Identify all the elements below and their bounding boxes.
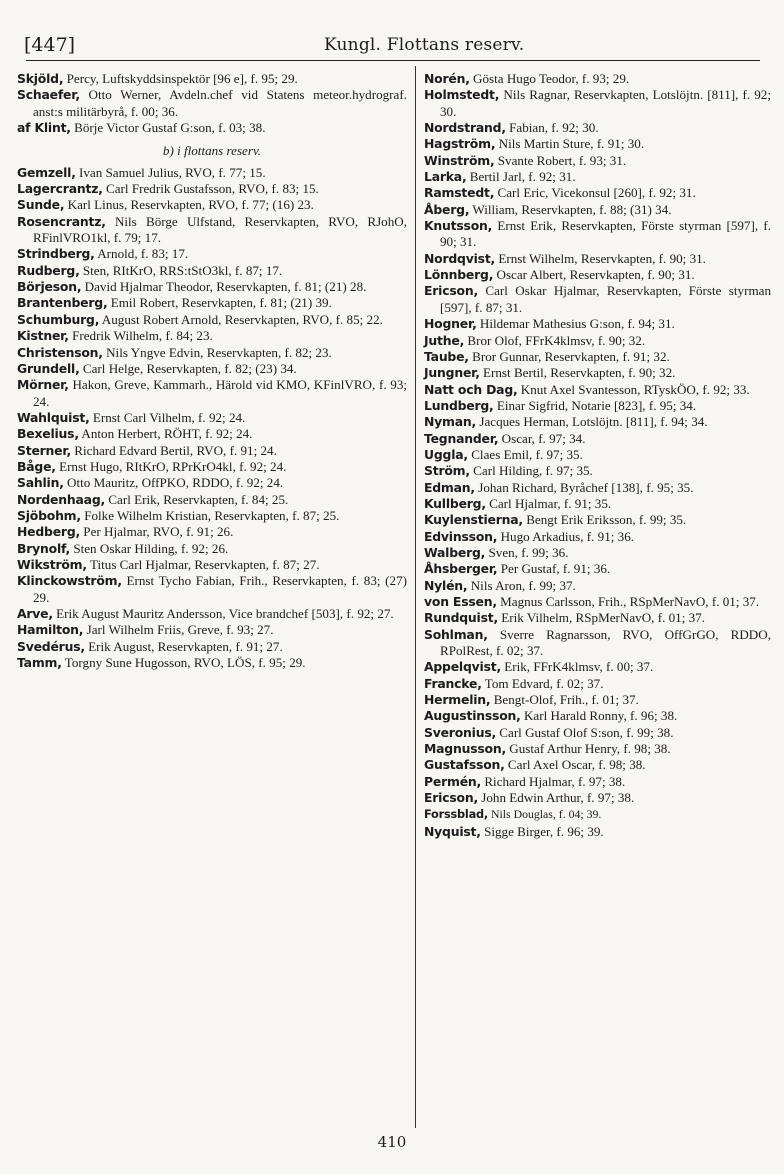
register-entry bbox=[17, 622, 407, 638]
entry-details: Karl Harald Ronny, f. 96; 38. bbox=[523, 708, 678, 724]
entry-surname: Sjöbohm, bbox=[17, 507, 81, 523]
register-entry bbox=[424, 463, 771, 479]
register-entry bbox=[17, 345, 407, 361]
entry-surname: Magnusson, bbox=[424, 741, 506, 757]
entry-details: William, Reservkapten, f. 88; (31) 34. bbox=[472, 201, 672, 217]
register-entry bbox=[424, 529, 771, 545]
entry-details: Oscar, f. 97; 34. bbox=[501, 430, 586, 446]
entry-surname: Nylén, bbox=[424, 577, 468, 593]
entry-surname: Skjöld, bbox=[17, 71, 64, 86]
register-entry bbox=[17, 606, 407, 622]
entry-surname: Christenson, bbox=[17, 344, 103, 360]
register-entry bbox=[424, 561, 771, 577]
entry-details: Ernst Wilhelm, Reservkapten, f. 90; 31. bbox=[498, 250, 706, 266]
register-entry bbox=[424, 610, 771, 626]
register-entry bbox=[424, 333, 771, 349]
register-entry bbox=[17, 328, 407, 344]
register-entry bbox=[424, 251, 771, 267]
register-entry bbox=[424, 676, 771, 692]
register-entry bbox=[17, 279, 407, 295]
register-entry bbox=[424, 774, 771, 790]
entry-details: Nils Aron, f. 99; 37. bbox=[470, 577, 576, 593]
entry-details: Erik Vilhelm, RSpMerNavO, f. 01; 37. bbox=[501, 610, 706, 626]
entry-surname: Grundell, bbox=[17, 360, 80, 376]
running-title: Kungl. Flottans reserv. bbox=[324, 35, 525, 55]
entry-surname: Hermelin, bbox=[424, 692, 491, 708]
entry-surname: Sohlman, bbox=[424, 626, 488, 642]
register-entry bbox=[424, 790, 771, 806]
register-entry bbox=[424, 153, 771, 169]
entry-details: Magnus Carlsson, Frih., RSpMerNavO, f. 01; 37. bbox=[500, 594, 760, 609]
register-entry bbox=[424, 757, 771, 773]
register-entry bbox=[17, 263, 407, 279]
register-entry bbox=[17, 541, 407, 557]
entry-surname: Ström, bbox=[424, 463, 470, 479]
register-entry bbox=[17, 639, 407, 655]
entry-details: Bengt Erik Eriksson, f. 99; 35. bbox=[526, 512, 687, 528]
entry-surname: Hamilton, bbox=[17, 622, 84, 638]
entry-surname: Wahlquist, bbox=[17, 409, 90, 425]
entry-surname: Åhsberger, bbox=[424, 561, 498, 577]
register-entry bbox=[424, 398, 771, 414]
register-entry bbox=[17, 295, 407, 311]
register-entry bbox=[424, 87, 771, 120]
entry-details: Nils Börge Ulfstand, Reservkapten, RVO, RJohO, RFinlVRO1kl, f. 79; 17. bbox=[33, 213, 407, 246]
left-column bbox=[17, 71, 407, 671]
register-entry bbox=[424, 692, 771, 708]
entry-details: Svante Robert, f. 93; 31. bbox=[497, 152, 627, 168]
register-entry bbox=[424, 218, 771, 251]
register-entry bbox=[17, 655, 407, 671]
entry-details: Ernst Carl Vilhelm, f. 92; 24. bbox=[92, 409, 246, 425]
register-entry bbox=[17, 71, 407, 87]
entry-details: Fredrik Wilhelm, f. 84; 23. bbox=[72, 328, 213, 344]
entry-surname: Kuylenstierna, bbox=[424, 512, 523, 528]
register-entry bbox=[424, 824, 771, 840]
entry-surname: Mörner, bbox=[17, 377, 69, 393]
entry-surname: Ericson, bbox=[424, 790, 478, 806]
entry-details: Carl Hilding, f. 97; 35. bbox=[473, 463, 593, 479]
entry-surname: Nordqvist, bbox=[424, 250, 496, 266]
entry-details: Fabian, f. 92; 30. bbox=[509, 120, 599, 136]
entry-surname: Sveronius, bbox=[424, 724, 496, 740]
entry-surname: Schaefer, bbox=[17, 87, 80, 103]
entry-surname: Forssblad, bbox=[424, 808, 488, 822]
entry-surname: Börjeson, bbox=[17, 279, 82, 295]
register-entry bbox=[424, 414, 771, 430]
right-column bbox=[424, 71, 771, 840]
entry-surname: Lönnberg, bbox=[424, 267, 494, 283]
register-entry bbox=[424, 545, 771, 561]
register-entry bbox=[17, 120, 407, 136]
entry-list-right bbox=[424, 71, 771, 840]
entry-surname: Arve, bbox=[17, 606, 53, 621]
entry-details: Nils Yngve Edvin, Reservkapten, f. 82; 23. bbox=[106, 344, 332, 360]
entry-surname: Augustinsson, bbox=[424, 708, 521, 724]
entry-surname: Strindberg, bbox=[17, 246, 95, 262]
entry-details: Otto Mauritz, OffPKO, RDDO, f. 92; 24. bbox=[67, 475, 284, 491]
entry-details: Otto Werner, Avdeln.chef vid Statens meteor.hydrograf. anst:s militärbyrå, f. 00; 36. bbox=[33, 87, 407, 119]
entry-list-b bbox=[17, 165, 407, 672]
entry-surname: Hogner, bbox=[424, 316, 477, 332]
register-entry bbox=[17, 557, 407, 573]
entry-surname: Ericson, bbox=[424, 283, 478, 299]
entry-surname: Nordstrand, bbox=[424, 120, 506, 136]
entry-details: Gustaf Arthur Henry, f. 98; 38. bbox=[509, 741, 671, 757]
register-entry bbox=[424, 594, 771, 610]
entry-details: Ernst Bertil, Reservkapten, f. 90; 32. bbox=[483, 365, 676, 381]
entry-details: Bertil Jarl, f. 92; 31. bbox=[469, 169, 576, 185]
register-entry bbox=[17, 361, 407, 377]
register-entry bbox=[424, 136, 771, 152]
register-entry bbox=[424, 741, 771, 757]
entry-details: Nils Douglas, f. 04; 39. bbox=[490, 807, 602, 822]
register-entry bbox=[424, 283, 771, 316]
register-entry bbox=[424, 806, 771, 823]
register-entry bbox=[424, 120, 771, 136]
entry-surname: Nyman, bbox=[424, 414, 477, 430]
register-entry bbox=[17, 181, 407, 197]
entry-surname: Kullberg, bbox=[424, 495, 486, 511]
entry-surname: Edman, bbox=[424, 479, 475, 495]
entry-surname: Brynolf, bbox=[17, 540, 71, 556]
entry-details: Erik August Mauritz Andersson, Vice brandchef [503], f. 92; 27. bbox=[56, 606, 394, 621]
entry-surname: Rudberg, bbox=[17, 262, 80, 278]
entry-surname: Larka, bbox=[424, 169, 467, 185]
entry-details: Carl Axel Oscar, f. 98; 38. bbox=[507, 757, 646, 773]
page-reference: [447] bbox=[24, 34, 76, 56]
entry-details: Hildemar Mathesius G:son, f. 94; 31. bbox=[479, 316, 675, 332]
entry-surname: Rundquist, bbox=[424, 610, 498, 626]
entry-surname: Hedberg, bbox=[17, 524, 81, 540]
register-entry bbox=[424, 708, 771, 724]
register-entry bbox=[424, 267, 771, 283]
entry-surname: Lagercrantz, bbox=[17, 181, 103, 197]
entry-details: Per Gustaf, f. 91; 36. bbox=[500, 561, 611, 577]
entry-details: Sigge Birger, f. 96; 39. bbox=[484, 823, 604, 839]
entry-details: Carl Eric, Vicekonsul [260], f. 92; 31. bbox=[497, 185, 696, 201]
entry-surname: Tamm, bbox=[17, 655, 62, 671]
register-entry bbox=[424, 349, 771, 365]
register-entry bbox=[17, 573, 407, 606]
entry-details: Oscar Albert, Reservkapten, f. 90; 31. bbox=[496, 267, 695, 283]
register-entry bbox=[424, 71, 771, 87]
register-entry bbox=[424, 512, 771, 528]
entry-surname: Walberg, bbox=[424, 544, 486, 560]
register-entry bbox=[424, 431, 771, 447]
register-entry bbox=[424, 578, 771, 594]
entry-details: Richard Edvard Bertil, RVO, f. 91; 24. bbox=[74, 442, 277, 458]
entry-surname: Klinckowström, bbox=[17, 573, 122, 589]
entry-surname: Jungner, bbox=[424, 365, 480, 381]
entry-surname: Sunde, bbox=[17, 197, 65, 213]
register-entry bbox=[17, 410, 407, 426]
entry-surname: Hagström, bbox=[424, 136, 496, 152]
entry-surname: Francke, bbox=[424, 675, 482, 691]
column-divider bbox=[415, 66, 416, 1128]
register-entry bbox=[17, 443, 407, 459]
entry-surname: Brantenberg, bbox=[17, 295, 108, 311]
register-entry bbox=[17, 524, 407, 540]
entry-surname: Appelqvist, bbox=[424, 659, 501, 675]
entry-details: David Hjalmar Theodor, Reservkapten, f. 81; (21) 28. bbox=[84, 279, 367, 295]
entry-details: Erik, FFrK4klmsv, f. 00; 37. bbox=[504, 659, 654, 675]
entry-surname: Rosencrantz, bbox=[17, 213, 106, 229]
register-entry bbox=[424, 447, 771, 463]
entry-surname: Båge, bbox=[17, 458, 56, 474]
entry-details: Claes Emil, f. 97; 35. bbox=[471, 446, 583, 462]
entry-surname: Kistner, bbox=[17, 328, 69, 344]
entry-surname: Wikström, bbox=[17, 556, 87, 572]
register-entry bbox=[424, 169, 771, 185]
entry-details: Ernst Hugo, RItKrO, RPrKrO4kl, f. 92; 24. bbox=[59, 458, 287, 474]
entry-details: Ernst Tycho Fabian, Frih., Reservkapten, f. 83; (27) 29. bbox=[33, 573, 407, 605]
register-entry bbox=[424, 627, 771, 660]
register-entry bbox=[17, 312, 407, 328]
entry-surname: Sahlin, bbox=[17, 475, 64, 491]
entry-details: Arnold, f. 83; 17. bbox=[97, 246, 189, 262]
entry-surname: Juthe, bbox=[424, 332, 465, 348]
register-entry bbox=[424, 480, 771, 496]
entry-surname: Gustafsson, bbox=[424, 757, 505, 773]
entry-details: Hugo Arkadius, f. 91; 36. bbox=[500, 528, 635, 544]
entry-surname: Uggla, bbox=[424, 446, 468, 462]
entry-details: Jarl Wilhelm Friis, Greve, f. 93; 27. bbox=[86, 622, 274, 638]
entry-surname: von Essen, bbox=[424, 594, 497, 609]
entry-details: Erik August, Reservkapten, f. 91; 27. bbox=[88, 638, 283, 654]
register-entry bbox=[17, 197, 407, 213]
entry-surname: Nordenhaag, bbox=[17, 491, 106, 507]
register-entry bbox=[17, 214, 407, 247]
page-header bbox=[24, 34, 760, 60]
register-entry bbox=[424, 316, 771, 332]
entry-details: Einar Sigfrid, Notarie [823], f. 95; 34. bbox=[496, 397, 697, 413]
entry-details: Ernst Erik, Reservkapten, Förste styrman [597], f. 90; 31. bbox=[440, 218, 771, 250]
entry-surname: af Klint, bbox=[17, 120, 71, 136]
entry-details: Titus Carl Hjalmar, Reservkapten, f. 87; 27. bbox=[89, 556, 320, 572]
entry-surname: Sterner, bbox=[17, 442, 71, 458]
entry-details: Carl Fredrik Gustafsson, RVO, f. 83; 15. bbox=[106, 181, 319, 197]
entry-list-a bbox=[17, 71, 407, 136]
entry-details: Sverre Ragnarsson, RVO, OffGrGO, RDDO, RPolRest, f. 02; 37. bbox=[440, 626, 771, 659]
entry-details: Carl Oskar Hjalmar, Reservkapten, Förste styrman [597], f. 87; 31. bbox=[440, 283, 771, 315]
entry-surname: Bexelius, bbox=[17, 426, 79, 442]
entry-surname: Gemzell, bbox=[17, 164, 76, 180]
register-entry bbox=[17, 246, 407, 262]
register-entry bbox=[424, 382, 771, 398]
entry-details: Richard Hjalmar, f. 97; 38. bbox=[484, 773, 626, 789]
entry-surname: Svedérus, bbox=[17, 638, 85, 654]
entry-surname: Winström, bbox=[424, 152, 495, 168]
register-entry bbox=[17, 377, 407, 410]
entry-details: Börje Victor Gustaf G:son, f. 03; 38. bbox=[74, 120, 266, 136]
entry-details: Sven, f. 99; 36. bbox=[488, 544, 569, 560]
entry-details: Sten Oskar Hilding, f. 92; 26. bbox=[73, 540, 229, 556]
entry-surname: Holmstedt, bbox=[424, 87, 500, 103]
entry-details: Sten, RItKrO, RRS:tStO3kl, f. 87; 17. bbox=[82, 262, 283, 278]
entry-details: Jacques Herman, Lotslöjtn. [811], f. 94; 34. bbox=[479, 414, 708, 430]
entry-details: Knut Axel Svantesson, RTyskÖO, f. 92; 33. bbox=[520, 381, 750, 397]
header-rule bbox=[26, 60, 760, 61]
entry-details: Carl Gustaf Olof S:son, f. 99; 38. bbox=[499, 724, 674, 740]
entry-surname: Taube, bbox=[424, 348, 469, 364]
entry-details: Bengt-Olof, Frih., f. 01; 37. bbox=[493, 692, 639, 708]
register-entry bbox=[424, 185, 771, 201]
entry-details: Carl Hjalmar, f. 91; 35. bbox=[489, 495, 612, 511]
entry-details: Emil Robert, Reservkapten, f. 81; (21) 39. bbox=[110, 295, 332, 311]
entry-details: Ivan Samuel Julius, RVO, f. 77; 15. bbox=[78, 164, 266, 180]
entry-details: Carl Helge, Reservkapten, f. 82; (23) 34. bbox=[82, 360, 297, 376]
entry-details: Per Hjalmar, RVO, f. 91; 26. bbox=[83, 524, 234, 540]
entry-surname: Permén, bbox=[424, 773, 482, 789]
entry-surname: Natt och Dag, bbox=[424, 381, 518, 397]
entry-details: Percy, Luftskyddsinspektör [96 e], f. 95; 29. bbox=[66, 71, 298, 86]
register-entry bbox=[424, 496, 771, 512]
entry-details: Nils Martin Sture, f. 91; 30. bbox=[498, 136, 645, 152]
register-entry bbox=[17, 87, 407, 120]
entry-surname: Tegnander, bbox=[424, 430, 499, 446]
entry-details: John Edwin Arthur, f. 97; 38. bbox=[481, 790, 635, 806]
entry-details: Hakon, Greve, Kammarh., Härold vid KMO, KFinlVRO, f. 93; 24. bbox=[33, 377, 407, 409]
entry-details: Nils Ragnar, Reservkapten, Lotslöjtn. [811], f. 92; 30. bbox=[440, 87, 771, 119]
section-subheading: b) i flottans reserv. bbox=[162, 143, 262, 159]
entry-details: Torgny Sune Hugosson, RVO, LÖS, f. 95; 29. bbox=[64, 655, 306, 671]
entry-details: Gösta Hugo Teodor, f. 93; 29. bbox=[473, 71, 630, 86]
register-entry bbox=[17, 492, 407, 508]
entry-surname: Schumburg, bbox=[17, 311, 100, 327]
register-entry bbox=[17, 508, 407, 524]
entry-details: Carl Erik, Reservkapten, f. 84; 25. bbox=[108, 491, 289, 507]
entry-surname: Edvinsson, bbox=[424, 528, 498, 544]
register-entry bbox=[17, 475, 407, 491]
register-entry bbox=[17, 459, 407, 475]
entry-details: Tom Edvard, f. 02; 37. bbox=[484, 675, 604, 691]
entry-surname: Åberg, bbox=[424, 201, 470, 217]
entry-surname: Norén, bbox=[424, 71, 470, 86]
entry-surname: Knutsson, bbox=[424, 218, 493, 234]
entry-details: Karl Linus, Reservkapten, RVO, f. 77; (16) 23. bbox=[67, 197, 314, 213]
entry-details: August Robert Arnold, Reservkapten, RVO, f. 85; 22. bbox=[101, 311, 383, 327]
entry-surname: Ramstedt, bbox=[424, 185, 495, 201]
entry-details: Johan Richard, Byråchef [138], f. 95; 35. bbox=[478, 479, 694, 495]
register-entry bbox=[17, 165, 407, 181]
register-entry bbox=[424, 202, 771, 218]
page-number: 410 bbox=[377, 1133, 407, 1151]
entry-surname: Nyquist, bbox=[424, 823, 481, 839]
register-entry bbox=[17, 426, 407, 442]
entry-details: Bror Olof, FFrK4klmsv, f. 90; 32. bbox=[467, 332, 646, 348]
register-entry bbox=[424, 365, 771, 381]
register-entry bbox=[424, 725, 771, 741]
entry-details: Folke Wilhelm Kristian, Reservkapten, f. 87; 25. bbox=[84, 507, 340, 523]
entry-surname: Lundberg, bbox=[424, 397, 494, 413]
register-entry bbox=[424, 659, 771, 675]
entry-details: Bror Gunnar, Reservkapten, f. 91; 32. bbox=[472, 348, 670, 364]
entry-details: Anton Herbert, RÖHT, f. 92; 24. bbox=[81, 426, 253, 442]
